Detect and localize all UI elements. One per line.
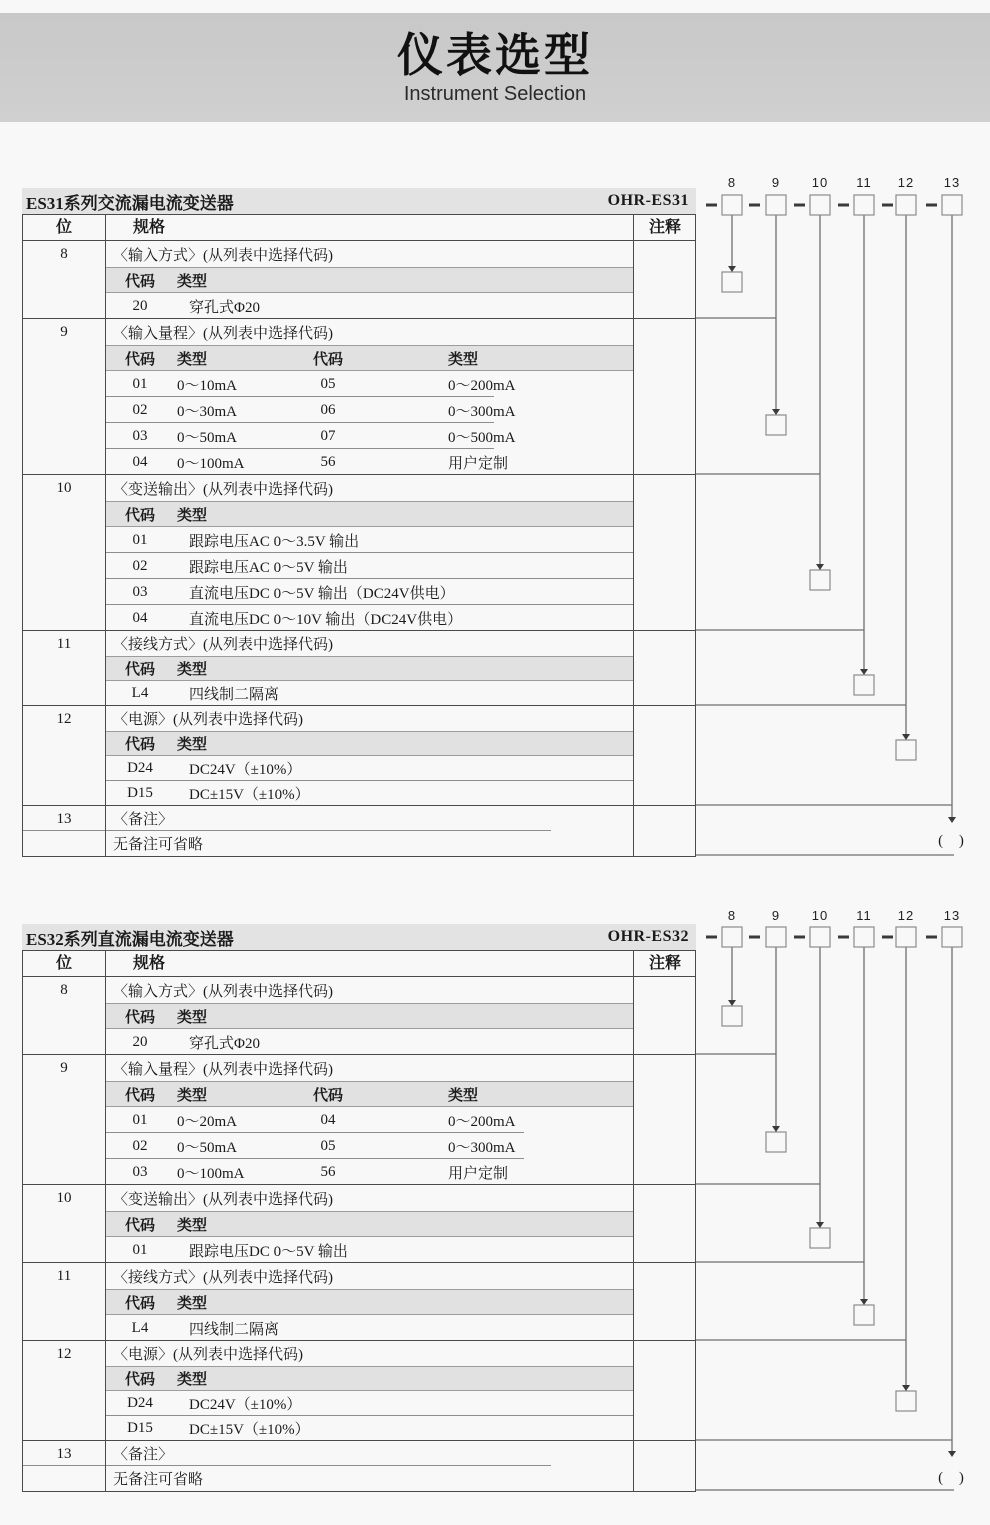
code-cell: 05 [320, 1137, 336, 1154]
section-title: 〈备注〉 [113, 1447, 174, 1463]
pos-label-13: 13 [943, 175, 961, 190]
type-header: 类型 [177, 662, 208, 678]
type-cell: 0～30mA [177, 403, 238, 420]
section-title: 〈输入方式〉(从列表中选择代码) [113, 247, 333, 264]
page-title: 仪表选型 [397, 28, 593, 81]
code-cell: D24 [127, 760, 153, 776]
code-cell: 03 [132, 1163, 148, 1180]
pos-label-13: 13 [943, 908, 961, 923]
code-row [105, 553, 695, 579]
code-box-11 [854, 927, 874, 947]
code-header: 代码 [124, 273, 155, 290]
code-header: 代码 [124, 1295, 155, 1312]
code-header: 代码 [124, 662, 155, 678]
type-header: 类型 [177, 1009, 208, 1026]
code-cell: 01 [132, 531, 148, 548]
type-cell: 0～50mA [177, 429, 238, 446]
type-header: 类型 [177, 1372, 208, 1388]
model-code: OHR-ES32 [607, 928, 689, 945]
note-row [105, 1466, 695, 1491]
code-header: 代码 [312, 351, 343, 368]
code-type-header [105, 1003, 633, 1029]
pos-label-12: 12 [897, 908, 915, 923]
code-row [105, 1315, 695, 1341]
section-9 [23, 1054, 695, 1185]
code-header: 代码 [124, 1087, 155, 1104]
type-cell: 四线制二隔离 [189, 687, 280, 703]
column-header-row [23, 951, 695, 977]
target-box-11 [854, 675, 874, 695]
type-cell: 0～200mA [448, 1113, 516, 1130]
section-8 [23, 976, 695, 1055]
connector-10 [696, 947, 820, 1222]
type-cell: 跟踪电压AC 0～5V 输出 [189, 559, 348, 576]
code-row [105, 681, 695, 706]
code-cell: 06 [320, 401, 336, 418]
section-title: 〈输入方式〉(从列表中选择代码) [113, 983, 333, 1000]
type-cell: 0～300mA [448, 1139, 516, 1156]
arrow-8 [728, 266, 736, 272]
column-divider [633, 215, 634, 856]
target-box-12 [896, 740, 916, 760]
note-text: 无备注可省略 [113, 1472, 204, 1488]
pos-label-12: 12 [897, 175, 915, 190]
section-title-row [23, 319, 695, 345]
header-pos: 位 [55, 219, 72, 236]
code-cell: 01 [132, 1241, 148, 1258]
type-header: 类型 [177, 1295, 208, 1312]
type-cell: 四线制二隔离 [189, 1321, 280, 1338]
code-type-header [105, 731, 633, 756]
code-box-13 [942, 195, 962, 215]
note-row [105, 831, 695, 856]
section-title-row [23, 1055, 695, 1081]
target-box-11 [854, 1305, 874, 1325]
connector-9 [696, 215, 776, 409]
code-type-header [105, 1366, 633, 1391]
pos-number: 10 [56, 1190, 72, 1206]
code-box-12 [896, 195, 916, 215]
position-numbers [728, 175, 970, 849]
section-12 [23, 705, 695, 806]
section-title-row [23, 706, 695, 731]
code-type-header [105, 1289, 633, 1315]
header-note: 注释 [648, 955, 681, 972]
target-box-12 [896, 1391, 916, 1411]
code-cell: 56 [320, 453, 336, 470]
section-8 [23, 240, 695, 319]
code-row [105, 527, 695, 553]
code-box-8 [722, 195, 742, 215]
remark-parentheses: ( ) [938, 833, 970, 849]
section-title-row [23, 1441, 695, 1466]
section-title: 〈备注〉 [113, 812, 174, 828]
pos-label-9: 9 [771, 175, 781, 190]
code-cell: 04 [132, 453, 148, 470]
arrow-11 [860, 669, 868, 675]
target-box-8 [722, 272, 742, 292]
pos-number: 10 [56, 480, 72, 496]
target-box-8 [722, 1006, 742, 1026]
type-cell: 穿孔式Φ20 [189, 299, 260, 316]
pos-label-8: 8 [727, 908, 737, 923]
type-header: 类型 [177, 1087, 208, 1104]
code-row [105, 1159, 695, 1185]
code-cell: 02 [132, 401, 148, 418]
type-cell: 用户定制 [448, 455, 509, 472]
code-header: 代码 [124, 1217, 155, 1234]
code-type-header [105, 267, 633, 293]
code-header: 代码 [124, 1009, 155, 1026]
column-divider [105, 951, 106, 1491]
type-cell: 0～100mA [177, 1165, 245, 1182]
table-titlebar [22, 924, 696, 950]
arrow-13 [948, 817, 956, 823]
model-code: OHR-ES31 [607, 192, 689, 209]
arrow-12 [902, 734, 910, 740]
pos-number: 12 [56, 711, 72, 727]
section-title-row [23, 1263, 695, 1289]
section-title: 〈输入量程〉(从列表中选择代码) [113, 1061, 333, 1078]
section-title: 〈接线方式〉(从列表中选择代码) [113, 637, 333, 653]
code-cell: 01 [132, 1111, 148, 1128]
pos-number: 13 [56, 811, 72, 827]
pos-number: 11 [56, 1268, 72, 1284]
arrowheads [728, 1000, 956, 1457]
type-cell: 0～500mA [448, 429, 516, 446]
section-title: 〈变送输出〉(从列表中选择代码) [113, 1191, 333, 1208]
code-type-header [105, 501, 633, 527]
section-title: 〈输入量程〉(从列表中选择代码) [113, 325, 333, 342]
arrow-10 [816, 564, 824, 570]
target-box-9 [766, 1132, 786, 1152]
code-row [105, 423, 695, 449]
type-header: 类型 [448, 1087, 479, 1104]
table-body [22, 214, 696, 857]
type-cell: 用户定制 [448, 1165, 509, 1182]
code-cell: D15 [127, 785, 153, 801]
code-box-8 [722, 927, 742, 947]
code-cell: 56 [320, 1163, 336, 1180]
arrowheads [728, 266, 956, 823]
header-note: 注释 [648, 219, 681, 236]
code-box-13 [942, 927, 962, 947]
code-header: 代码 [124, 351, 155, 368]
code-type-header [105, 1211, 633, 1237]
type-cell: 0～300mA [448, 403, 516, 420]
code-row [105, 1133, 695, 1159]
type-cell: 跟踪电压DC 0～5V 输出 [189, 1243, 348, 1260]
pos-label-10: 10 [811, 908, 829, 923]
connector-11 [696, 215, 864, 669]
type-header: 类型 [177, 737, 208, 753]
pos-number: 9 [60, 324, 68, 340]
table-title: ES32系列直流漏电流变送器 [26, 929, 234, 949]
code-cell: D15 [127, 1420, 153, 1436]
code-cell: 03 [132, 583, 148, 600]
section-11 [23, 630, 695, 706]
connector-9 [696, 947, 776, 1126]
code-cell: 03 [132, 427, 148, 444]
selection-table-es32 [22, 924, 696, 1492]
code-cell: 02 [132, 557, 148, 574]
pos-label-10: 10 [811, 175, 829, 190]
code-cell: 02 [132, 1137, 148, 1154]
type-cell: 直流电压DC 0～5V 输出（DC24V供电） [189, 585, 455, 602]
section-title-row [23, 806, 695, 831]
code-row [105, 1391, 695, 1416]
target-box-10 [810, 570, 830, 590]
section-title-row [23, 241, 695, 267]
code-row [105, 1237, 695, 1263]
section-9 [23, 318, 695, 475]
code-row [105, 579, 695, 605]
code-box-10 [810, 927, 830, 947]
code-cell: 20 [132, 1033, 148, 1050]
target-box-9 [766, 415, 786, 435]
section-title-row [23, 631, 695, 656]
code-header: 代码 [312, 1087, 343, 1104]
table-titlebar [22, 188, 696, 214]
pos-label-11: 11 [856, 175, 872, 190]
code-box-9 [766, 195, 786, 215]
type-header: 类型 [177, 351, 208, 368]
column-divider [633, 951, 634, 1491]
section-title: 〈变送输出〉(从列表中选择代码) [113, 481, 333, 498]
code-cell: 04 [320, 1111, 336, 1128]
code-row [105, 1416, 695, 1441]
pos-number: 13 [56, 1446, 72, 1462]
arrow-8 [728, 1000, 736, 1006]
arrow-13 [948, 1451, 956, 1457]
section-title: 〈电源〉(从列表中选择代码) [113, 1347, 303, 1363]
code-row [105, 756, 695, 781]
arrow-9 [772, 409, 780, 415]
pos-label-9: 9 [771, 908, 781, 923]
section-13 [23, 1440, 695, 1491]
code-row [105, 371, 695, 397]
pos-number: 11 [56, 636, 72, 652]
header-pos: 位 [55, 955, 72, 972]
code-box-12 [896, 927, 916, 947]
code-row [105, 1107, 695, 1133]
pos-number: 12 [56, 1346, 72, 1362]
section-title-row [23, 1185, 695, 1211]
connector-11 [696, 947, 864, 1299]
note-text: 无备注可省略 [113, 837, 204, 853]
ordering-code-diagram-es31 [696, 165, 990, 860]
header-spec: 规格 [133, 955, 166, 972]
type-cell: 0～100mA [177, 455, 245, 472]
type-header: 类型 [177, 507, 208, 524]
code-header: 代码 [124, 1372, 155, 1388]
pos-label-11: 11 [856, 908, 872, 923]
code-cell: L4 [131, 1319, 149, 1336]
section-title-row [23, 1341, 695, 1366]
column-header-row [23, 215, 695, 241]
page-banner [0, 13, 990, 122]
code-box-10 [810, 195, 830, 215]
type-header: 类型 [177, 273, 208, 290]
section-title: 〈电源〉(从列表中选择代码) [113, 712, 303, 728]
page-subtitle: Instrument Selection [403, 82, 587, 105]
arrow-9 [772, 1126, 780, 1132]
arrow-11 [860, 1299, 868, 1305]
code-type-header [105, 1081, 633, 1107]
section-title-row [23, 475, 695, 501]
table-body [22, 950, 696, 1492]
ordering-code-diagram-es32 [696, 900, 990, 1500]
pos-label-8: 8 [727, 175, 737, 190]
pos-number: 8 [60, 982, 68, 998]
code-boxes [722, 927, 962, 1411]
code-row [105, 1029, 695, 1055]
code-boxes [722, 195, 962, 760]
code-row [105, 397, 695, 423]
code-box-11 [854, 195, 874, 215]
section-11 [23, 1262, 695, 1341]
type-cell: 直流电压DC 0～10V 输出（DC24V供电） [189, 611, 463, 628]
section-10 [23, 1184, 695, 1263]
code-row [105, 605, 695, 631]
code-cell: 01 [132, 375, 148, 392]
code-row [105, 293, 695, 319]
header-spec: 规格 [133, 219, 166, 236]
code-cell: L4 [131, 685, 149, 701]
code-cell: 07 [320, 427, 336, 444]
table-title: ES31系列交流漏电流变送器 [26, 193, 234, 213]
arrow-12 [902, 1385, 910, 1391]
section-title-row [23, 977, 695, 1003]
code-cell: D24 [127, 1395, 153, 1411]
type-cell: DC±15V（±10%） [189, 787, 310, 803]
type-cell: 0～200mA [448, 377, 516, 394]
code-row [105, 449, 695, 475]
code-header: 代码 [124, 737, 155, 753]
type-cell: 穿孔式Φ20 [189, 1035, 260, 1052]
code-box-9 [766, 927, 786, 947]
type-cell: 0～50mA [177, 1139, 238, 1156]
type-header: 类型 [448, 351, 479, 368]
section-title: 〈接线方式〉(从列表中选择代码) [113, 1269, 333, 1286]
type-cell: DC24V（±10%） [189, 762, 302, 778]
type-cell: DC±15V（±10%） [189, 1422, 310, 1438]
selection-table-es31 [22, 188, 696, 857]
arrow-10 [816, 1222, 824, 1228]
remark-parentheses: ( ) [938, 1470, 970, 1486]
code-cell: 04 [132, 609, 148, 626]
connector-10 [696, 215, 820, 564]
section-13 [23, 805, 695, 856]
type-cell: 跟踪电压AC 0～3.5V 输出 [189, 533, 360, 550]
target-box-10 [810, 1228, 830, 1248]
section-12 [23, 1340, 695, 1441]
code-cell: 05 [320, 375, 336, 392]
type-cell: 0～20mA [177, 1113, 238, 1130]
position-numbers [728, 908, 970, 1486]
column-divider [105, 215, 106, 856]
type-header: 类型 [177, 1217, 208, 1234]
code-header: 代码 [124, 507, 155, 524]
type-cell: 0～10mA [177, 377, 238, 394]
code-row [105, 781, 695, 806]
code-type-header [105, 345, 633, 371]
code-type-header [105, 656, 633, 681]
type-cell: DC24V（±10%） [189, 1397, 302, 1413]
pos-number: 9 [60, 1060, 68, 1076]
section-10 [23, 474, 695, 631]
code-cell: 20 [132, 297, 148, 314]
pos-number: 8 [60, 246, 68, 262]
